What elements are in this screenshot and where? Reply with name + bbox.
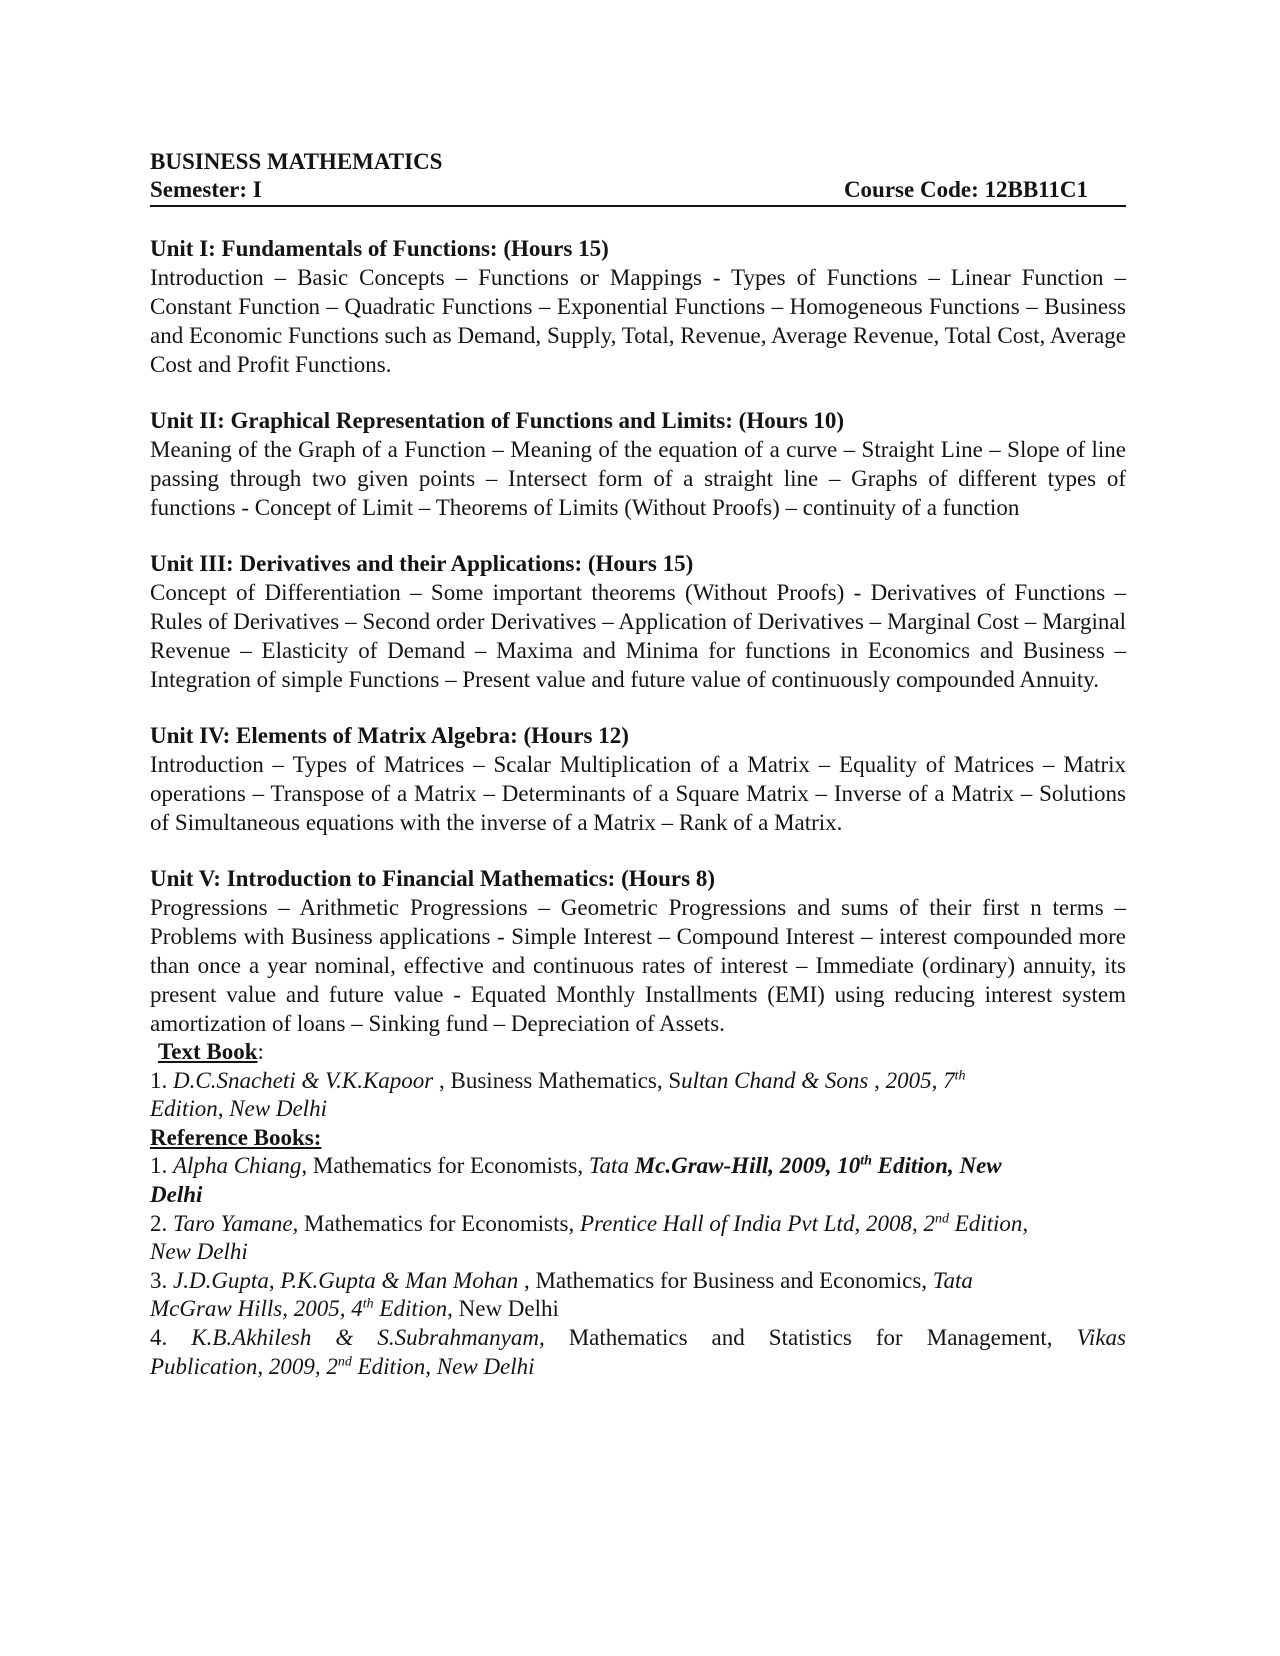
course-title: BUSINESS MATHEMATICS bbox=[150, 149, 443, 174]
edition-superscript: th bbox=[362, 1296, 374, 1312]
item-number: 3. bbox=[150, 1267, 173, 1293]
book-place: Delhi bbox=[150, 1181, 203, 1207]
text-book-item bbox=[150, 1067, 1126, 1096]
book-author: D.C.Snacheti & V.K.Kapoor bbox=[173, 1067, 434, 1093]
reference-item-4-line2 bbox=[150, 1353, 1126, 1382]
book-author: J.D.Gupta, P.K.Gupta & Man Mohan bbox=[173, 1267, 519, 1293]
book-publisher: Publication, 2009, 2 bbox=[150, 1353, 338, 1379]
reference-item-2 bbox=[150, 1210, 1126, 1239]
book-edition: Edition, New Delhi bbox=[351, 1353, 535, 1379]
reference-item-3 bbox=[150, 1267, 1126, 1296]
book-publisher: Prentice Hall of India Pvt Ltd, 2008, 2 bbox=[579, 1210, 935, 1236]
reference-item-2-line2 bbox=[150, 1238, 1126, 1267]
book-publisher: ultan Chand & Sons , 2005, 7 bbox=[681, 1067, 955, 1093]
book-publisher: Tata bbox=[932, 1267, 973, 1293]
book-title: Mathematics and Statistics for Management, bbox=[544, 1324, 1077, 1350]
text-book-label: Text Book bbox=[158, 1039, 258, 1064]
book-publisher-bold: Mc.Graw-Hill, 2009, 10 bbox=[634, 1153, 861, 1179]
course-code: Course Code: 12BB11C1 bbox=[843, 177, 1088, 202]
unit-body: Concept of Differentiation – Some important theorems (Without Proofs) - Derivatives of Functions – Rules of Derivatives – Second order Derivatives – Application of Derivatives – Marginal Cost – Marginal Revenue – Elasticity of Demand – Maxima and Minima for functions in Economics and Business – Integration of simple Functions – Present value and future value of continuously compounded Annuity. bbox=[150, 580, 1126, 692]
edition-superscript: nd bbox=[337, 1353, 352, 1369]
unit-body: Meaning of the Graph of a Function – Meaning of the equation of a curve – Straight Line – Slope of line passing through two given points – Intersect form of a straight line – Graphs of different types of functions - Concept of Limit – Theorems of Limits (Without Proofs) – continuity of a function bbox=[150, 437, 1126, 520]
text-book-colon: : bbox=[257, 1039, 264, 1064]
book-publisher: McGraw Hills, 2005, 4 bbox=[150, 1296, 363, 1322]
item-number: 1. bbox=[150, 1153, 173, 1179]
unit-heading: Unit III: Derivatives and their Applications: (Hours 15) bbox=[150, 551, 694, 576]
book-publisher: Vikas bbox=[1076, 1324, 1126, 1350]
reference-item-3-line2 bbox=[150, 1295, 1126, 1324]
unit-1 bbox=[150, 234, 1126, 379]
unit-body: Introduction – Types of Matrices – Scalar Multiplication of a Matrix – Equality of Matrices – Matrix operations – Transpose of a Matrix – Determinants of a Square Matrix – Inverse of a Matrix – Solutions of Simultaneous equations with the inverse of a Matrix – Rank of a Matrix. bbox=[150, 752, 1126, 835]
unit-body: Introduction – Basic Concepts – Functions or Mappings - Types of Functions – Linear Function – Constant Function – Quadratic Functions – Exponential Functions – Homogeneous Functions – Business and Economic Functions such as Demand, Supply, Total, Revenue, Average Revenue, Total Cost, Average Cost and Profit Functions. bbox=[150, 265, 1126, 377]
book-place: , New Delhi bbox=[447, 1296, 559, 1322]
books-section bbox=[150, 1038, 1126, 1381]
book-author: Alpha Chiang bbox=[173, 1153, 302, 1179]
semester-label: Semester: I bbox=[150, 177, 262, 202]
edition-superscript: nd bbox=[934, 1210, 949, 1226]
book-edition: Edition, bbox=[948, 1210, 1029, 1236]
syllabus-page bbox=[150, 148, 1126, 1381]
book-title: , Business Mathematics, S bbox=[433, 1067, 682, 1093]
reference-item-1 bbox=[150, 1152, 1126, 1181]
reference-item-4 bbox=[150, 1324, 1126, 1353]
book-author: K.B.Akhilesh & S.Subrahmanyam, bbox=[191, 1324, 545, 1350]
book-edition: Edition, New Delhi bbox=[150, 1096, 327, 1122]
book-edition: Edition, New bbox=[871, 1153, 1002, 1179]
unit-heading: Unit I: Fundamentals of Functions: (Hours 15) bbox=[150, 236, 609, 261]
item-number: 2. bbox=[150, 1210, 173, 1236]
unit-heading: Unit V: Introduction to Financial Mathematics: (Hours 8) bbox=[150, 866, 715, 891]
edition-superscript: th bbox=[954, 1067, 966, 1083]
edition-superscript: th bbox=[860, 1153, 872, 1169]
unit-body: Progressions – Arithmetic Progressions – Geometric Progressions and sums of their first n terms – Problems with Business applications - Simple Interest – Compound Interest – interest compounded more than once a year nominal, effective and continuous rates of interest – Immediate (ordinary) annuity, its present value and future value - Equated Monthly Installments (EMI) using reducing interest system amortization of loans – Sinking fund – Depreciation of Assets. bbox=[150, 895, 1126, 1036]
unit-heading: Unit II: Graphical Representation of Functions and Limits: (Hours 10) bbox=[150, 408, 845, 433]
unit-2 bbox=[150, 406, 1126, 522]
book-author: Taro Yamane, bbox=[173, 1210, 299, 1236]
header-row bbox=[150, 176, 1126, 207]
unit-3 bbox=[150, 549, 1126, 694]
book-title: , Mathematics for Economists, bbox=[301, 1153, 589, 1179]
book-title: Mathematics for Economists, bbox=[298, 1210, 580, 1236]
book-edition: Edition bbox=[373, 1296, 448, 1322]
text-book-heading bbox=[150, 1038, 1126, 1067]
item-number: 4. bbox=[150, 1324, 192, 1350]
unit-4 bbox=[150, 721, 1126, 837]
book-publisher: Tata bbox=[588, 1153, 635, 1179]
book-title: , Mathematics for Business and Economics, bbox=[518, 1267, 933, 1293]
unit-heading: Unit IV: Elements of Matrix Algebra: (Hours 12) bbox=[150, 723, 629, 748]
book-place: New Delhi bbox=[150, 1239, 248, 1265]
item-number: 1. bbox=[150, 1067, 173, 1093]
reference-books-heading: Reference Books: bbox=[150, 1124, 322, 1150]
unit-5 bbox=[150, 864, 1126, 1038]
text-book-item-line2 bbox=[150, 1095, 1126, 1124]
reference-item-1-line2 bbox=[150, 1181, 1126, 1210]
